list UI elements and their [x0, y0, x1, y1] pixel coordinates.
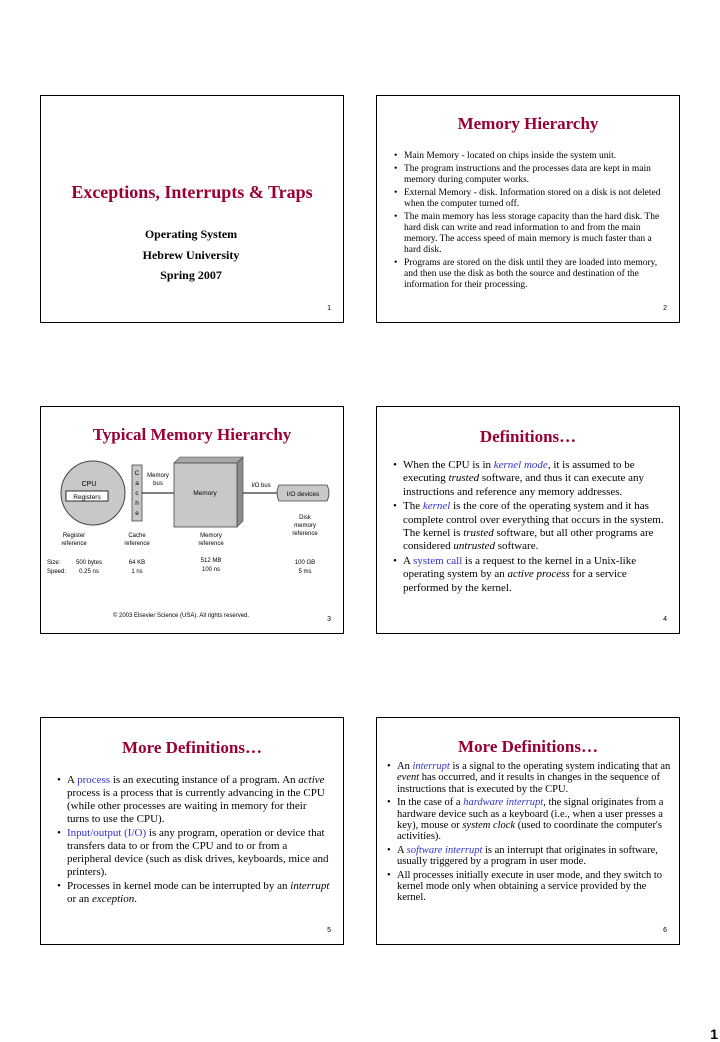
- page-number: 5: [327, 927, 331, 934]
- list-item: • A process is an executing instance of a program. An active process is a process that is currently advancing in the CPU (while other processes are waiting in memory for their turns to use the CPU).: [57, 774, 331, 826]
- slide-1: [40, 95, 344, 323]
- slide-title: Typical Memory Hierarchy: [92, 425, 292, 444]
- speed-label: Speed:: [47, 569, 67, 575]
- list-item: • A software interrupt is an interrupt that originates in software, usually triggered by a program in user mode.: [387, 845, 673, 868]
- memory-label: Memory: [193, 490, 217, 497]
- bullet-list: [393, 459, 669, 595]
- cpu-label: CPU: [81, 481, 97, 488]
- list-item: • External Memory - disk. Information stored on a disk is not deleted when the computer turned off.: [394, 188, 666, 210]
- university-name: Hebrew University: [142, 248, 240, 262]
- list-item: • The kernel is the core of the operating system and it has complete control over everything that occurs in the system. The kernel is trusted software, but all other programs are considered untrusted software.: [393, 500, 669, 554]
- page-number: 6: [663, 927, 667, 934]
- registers-label: Registers: [73, 494, 101, 501]
- speed-value: 5 ms: [298, 569, 312, 575]
- slide-2: [376, 95, 680, 323]
- size-value: 100 GB: [294, 560, 316, 566]
- list-item: • When the CPU is in kernel mode, it is assumed to be executing trusted software, and thus it can execute any instructions and reference any memory addresses.: [393, 459, 669, 499]
- disk-reference-label: Disk: [299, 515, 311, 521]
- list-item: • The main memory has less storage capacity than the hard disk. The hard disk can write and read information to and from the main memory. The access speed of main memory is much faster than a hard disk.: [394, 212, 666, 256]
- term-interrupt: interrupt: [412, 761, 450, 772]
- speed-value: 100 ns: [201, 567, 221, 573]
- cache-letter: C: [134, 470, 140, 477]
- term-system-call: system call: [413, 554, 463, 567]
- slide-4: [376, 406, 680, 634]
- speed-value: 1 ns: [131, 569, 143, 575]
- memory-block-top: [174, 457, 243, 463]
- size-label: Size:: [47, 560, 61, 566]
- list-item: • The program instructions and the processes data are kept in main memory during computer works.: [394, 164, 666, 186]
- memory-bus-label: bus: [153, 481, 163, 487]
- cache-letter: h: [135, 500, 139, 507]
- semester: Spring 2007: [160, 268, 222, 282]
- disk-reference-label: reference: [292, 531, 318, 537]
- io-bus-label: I/O bus: [251, 483, 271, 489]
- list-item: • Processes in kernel mode can be interrupted by an interrupt or an exception.: [57, 880, 331, 906]
- list-item: • Main Memory - located on chips inside the system unit.: [394, 151, 666, 162]
- corner-page-mark: 1: [710, 1026, 718, 1042]
- page-number: 1: [327, 305, 331, 312]
- page-number: 3: [327, 616, 331, 623]
- term-hardware-interrupt: hardware interrupt: [463, 797, 544, 809]
- list-item: • A system call is a request to the kernel in a Unix-like operating system by an active process for a service performed by the kernel.: [393, 555, 669, 595]
- term-kernel: kernel: [422, 500, 451, 513]
- slide-title: More Definitions…: [122, 738, 262, 757]
- slide-title: More Definitions…: [458, 737, 598, 756]
- copyright-notice: © 2003 Elsevier Science (USA). All rights reserved.: [112, 613, 250, 619]
- slide-6: [376, 717, 680, 945]
- page-number: 2: [663, 305, 667, 312]
- list-item: • An interrupt is a signal to the operating system indicating that an event has occurred, and it results in changes in the sequence of instructions that is executed by the CPU.: [387, 761, 673, 795]
- memory-bus-label: Memory: [147, 473, 169, 479]
- memory-hierarchy-diagram: [41, 453, 343, 633]
- memory-block-side: [237, 457, 243, 527]
- slide-3: [40, 406, 344, 634]
- course-name: Operating System: [144, 227, 238, 241]
- list-item: • In the case of a hardware interrupt, the signal originates from a hardware device such as a keyboard (i.e., when a user presses a key), mouse or system clock (used to coordinate the computer's activities).: [387, 797, 673, 843]
- speed-value: 0.25 ns: [79, 569, 99, 575]
- term-io: Input/output (I/O): [67, 827, 147, 839]
- memory-reference-label: Memory: [200, 533, 222, 539]
- io-devices-label: I/O devices: [286, 491, 320, 498]
- bullet-list: [387, 761, 673, 904]
- bullet-list: [57, 774, 331, 906]
- bullet-list: [394, 151, 666, 291]
- term-process: process: [77, 774, 111, 786]
- memory-reference-label: reference: [198, 541, 224, 547]
- slide-title: Exceptions, Interrupts & Traps: [71, 182, 313, 202]
- size-value: 64 KB: [128, 560, 146, 566]
- register-reference-label: reference: [61, 541, 87, 547]
- page-number: 4: [663, 616, 667, 623]
- disk-reference-label: memory: [294, 523, 316, 529]
- cache-letter: a: [135, 480, 139, 487]
- cache-letter: e: [135, 510, 139, 517]
- list-item: • Programs are stored on the disk until they are loaded into memory, and then use the disk as both the source and destination of the information for their processing.: [394, 258, 666, 291]
- slide-5: [40, 717, 344, 945]
- slide-title: Memory Hierarchy: [457, 114, 599, 133]
- slide-title: Definitions…: [479, 427, 577, 446]
- list-item: • All processes initially execute in user mode, and they switch to kernel mode only when obtaining a service provided by the kernel.: [387, 870, 673, 904]
- term-software-interrupt: software interrupt: [406, 844, 483, 856]
- register-reference-label: Register: [62, 533, 86, 539]
- term-kernel-mode: kernel mode: [493, 459, 548, 471]
- cache-reference-label: Cache: [128, 533, 146, 539]
- cache-reference-label: reference: [124, 541, 150, 547]
- size-value: 500 bytes: [75, 560, 103, 566]
- cache-letter: c: [135, 490, 139, 497]
- size-value: 512 MB: [200, 558, 222, 564]
- list-item: • Input/output (I/O) is any program, operation or device that transfers data to or from the CPU and to or from a peripheral device (such as disk drives, keyboards, mice and printers).: [57, 827, 331, 879]
